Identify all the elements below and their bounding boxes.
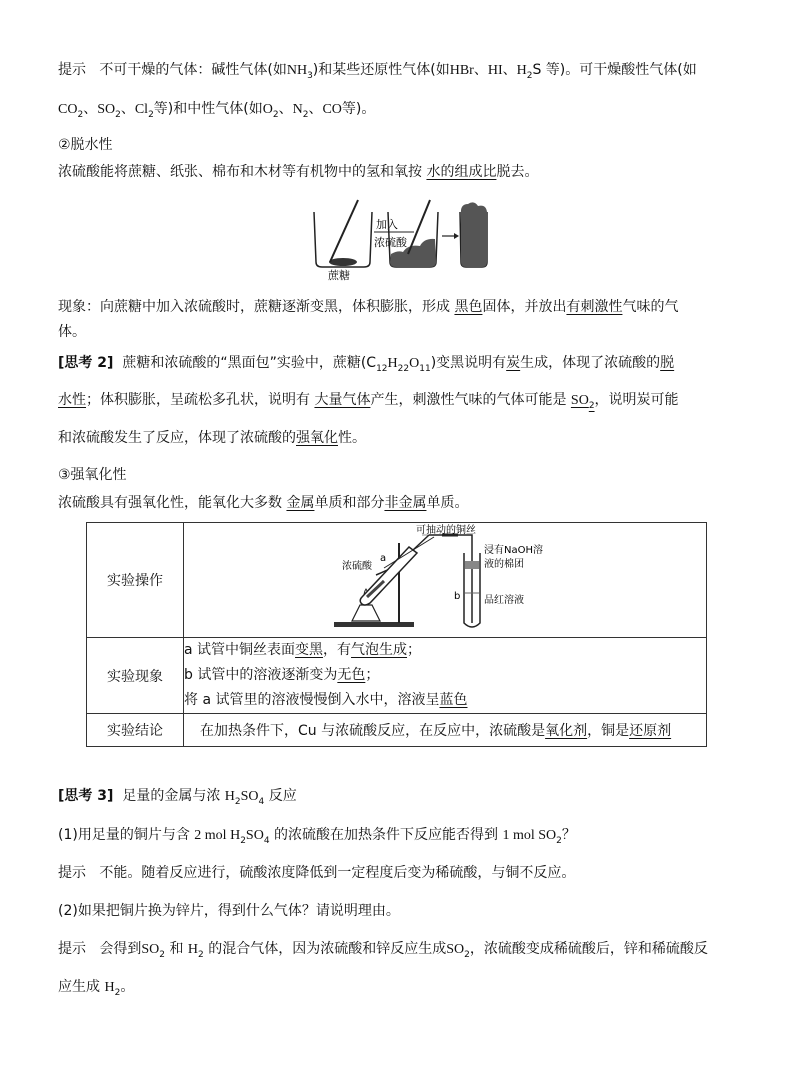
- phenomenon-c: 将 a 试管里的溶液慢慢倒入水中，溶液呈蓝色: [184, 692, 468, 708]
- operation-header: 实验操作: [87, 523, 184, 638]
- hint-line-2: $CO_2$、$SO_2$、$Cl_2$等)和中性气体(如$O_2$、$N_2$、CO等)。: [58, 101, 376, 120]
- answer-2-line-2: 应生成 $H_2$。: [58, 979, 135, 998]
- experiment-table: [86, 522, 707, 747]
- copper-wire-label: 可抽动的铜丝: [416, 525, 476, 536]
- phenomenon-a: a 试管中铜丝表面变黑，有气泡生成；: [184, 642, 422, 658]
- think3-line: [思考 3] 足量的金属与浓 $H_2SO_4$ 反应: [58, 788, 297, 807]
- sugar-label: 蔗糖: [328, 269, 350, 282]
- phenomenon-cell: [184, 638, 707, 714]
- acid-label: 浓硫酸: [374, 236, 407, 249]
- pinhong-label: 品红溶液: [484, 595, 524, 606]
- phenomenon-line-1: 现象：向蔗糖中加入浓硫酸时，蔗糖逐渐变黑，体积膨胀，形成 黑色固体，并放出有刺激性气味的气: [58, 299, 679, 315]
- table-row-phenomenon: [87, 638, 707, 714]
- answer-2-line-1: 提示 会得到$SO_2$ 和 $H_2$ 的混合气体，因为浓硫酸和锌反应生成$SO_2$，浓硫酸变成稀硫酸后，锌和稀硫酸反: [58, 941, 708, 960]
- answer-1: 提示 不能。随着反应进行，硫酸浓度降低到一定程度后变为稀硫酸，与铜不反应。: [58, 865, 576, 881]
- phenomenon-header: 实验现象: [87, 638, 184, 714]
- add-label: 加入: [376, 218, 398, 231]
- conclusion-cell: 在加热条件下，Cu 与浓硫酸反应，在反应中，浓硫酸是氧化剂，铜是还原剂: [184, 714, 707, 747]
- table-row-conclusion: [87, 714, 707, 747]
- phenomenon-line-2: 体。: [58, 324, 86, 340]
- think2-label: [思考 2]: [58, 355, 114, 371]
- think2-line-3: 和浓硫酸发生了反应，体现了浓硫酸的强氧化性。: [58, 430, 366, 446]
- oxidation-text: 浓硫酸具有强氧化性，能氧化大多数 金属单质和部分非金属单质。: [58, 495, 469, 511]
- sugar-experiment-figure: [308, 194, 488, 284]
- table-row-operation: [87, 523, 707, 638]
- naoh-label-2: 液的棉团: [484, 559, 524, 570]
- fig-acid-label: 浓硫酸: [342, 561, 372, 572]
- question-1: (1)用足量的铜片与含 2 mol $H_2SO_4$ 的浓硫酸在加热条件下反应能否得到 1 mol $SO_2$？: [58, 827, 576, 846]
- tube-a-label: a: [380, 553, 387, 564]
- think3-label: [思考 3]: [58, 788, 114, 804]
- hint-label: 提示: [58, 62, 86, 78]
- question-2: (2)如果把铜片换为锌片，得到什么气体？请说明理由。: [58, 903, 400, 919]
- phenomenon-b: b 试管中的溶液逐渐变为无色；: [184, 667, 380, 683]
- tube-b-label: b: [454, 591, 461, 602]
- conclusion-header: 实验结论: [87, 714, 184, 747]
- dehydration-text: 浓硫酸能将蔗糖、纸张、棉布和木材等有机物中的氢和氧按 水的组成比脱去。: [58, 164, 539, 180]
- hint-line-1: 提示 不可干燥的气体：碱性气体(如$NH_3$)和某些还原性气体(如HBr、HI、$H_2S$ 等)。可干燥酸性气体(如: [58, 62, 697, 81]
- think2-line-2: 水性；体积膨胀，呈疏松多孔状，说明有 大量气体产生，刺激性气味的气体可能是 $SO_2$，说明炭可能: [58, 392, 679, 411]
- section-heading-oxidation: ③强氧化性: [58, 467, 127, 483]
- copper-apparatus-figure: [184, 523, 704, 633]
- section-heading-dehydration: ②脱水性: [58, 137, 113, 153]
- apparatus-cell: [184, 523, 707, 638]
- naoh-label-1: 浸有NaOH溶: [484, 545, 543, 556]
- think2-line-1: [思考 2] 蔗糖和浓硫酸的“黑面包”实验中，蔗糖$(C_{12}H_{22}O_{11})$变黑说明有炭生成，体现了浓硫酸的脱: [58, 355, 675, 374]
